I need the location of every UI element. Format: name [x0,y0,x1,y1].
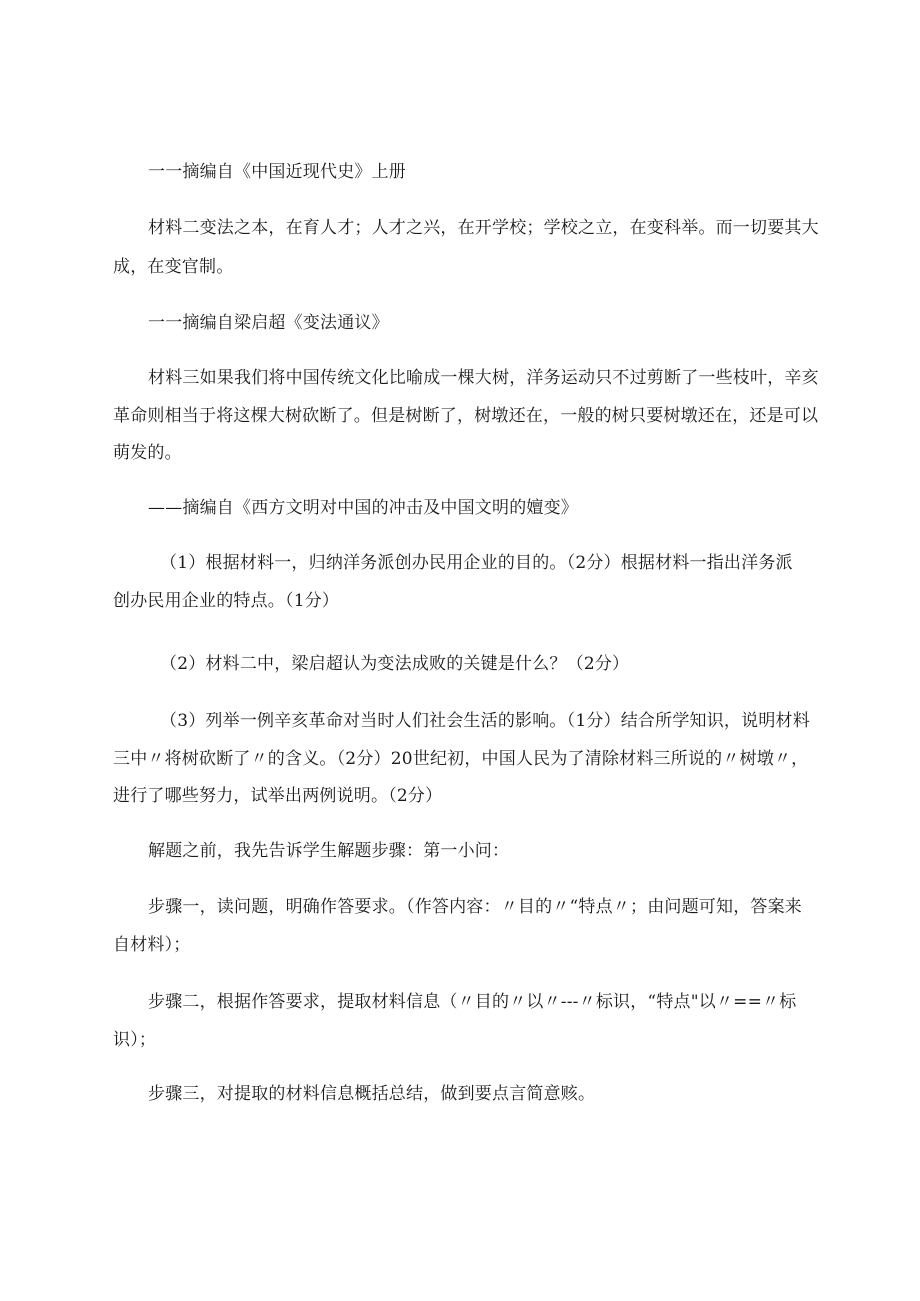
question-3-line-2: 三中〃将树砍断了〃的含义。（2分）20世纪初，中国人民为了清除材料三所说的〃树墩〃， [113,749,809,769]
material-3-line-1: 材料三如果我们将中国传统文化比喻成一棵大树，洋务运动只不过剪断了一些枝叶，辛亥 [148,368,819,388]
material-3-line-2: 革命则相当于将这棵大树砍断了。但是树断了，树墩还在，一般的树只要树墩还在，还是可以 [113,406,819,426]
step-2-line-2: 识）； [113,1030,157,1050]
material-3-line-3: 萌发的。 [113,443,182,463]
question-1-line-2: 创办民用企业的特点。（1分） [113,591,340,611]
material-2-line-1: 材料二变法之本，在育人才；人才之兴，在开学校；学校之立，在变科举。而一切要其大 [148,218,819,238]
question-3-line-3: 进行了哪些努力，试举出两例说明。（2分） [113,786,443,806]
step-3-line-1: 步骤三，对提取的材料信息概括总结，做到要点言简意赅。 [148,1084,596,1104]
step-2-line-1: 步骤二，根据作答要求，提取材料信息（〃目的〃以〃---〃标识，“特点"以〃==〃标 [148,992,797,1012]
source-citation-3: ——摘编自《西方文明对中国的冲击及中国文明的嬗变》 [148,498,578,518]
source-citation-1: 一一摘编自《中国近现代史》上册 [148,162,406,182]
question-1-line-1: （1）根据材料一，归纳洋务派创办民用企业的目的。（2分）根据材料一指出洋务派 [160,553,793,573]
step-1-line-2: 自材料）； [113,935,191,955]
solution-intro: 解题之前，我先告诉学生解题步骤：第一小问： [148,841,510,861]
material-2-line-2: 成，在变官制。 [113,257,234,277]
source-citation-2: 一一摘编自梁启超《变法通议》 [148,313,389,333]
step-1-line-1: 步骤一，读问题，明确作答要求。（作答内容：〃目的〃“特点〃；由问题可知，答案来 [148,897,802,917]
question-3-line-1: （3）列举一例辛亥革命对当时人们社会生活的影响。（1分）结合所学知识，说明材料 [160,711,810,731]
question-2-line-1: （2）材料二中，梁启超认为变法成败的关键是什么？（2分） [160,654,630,674]
